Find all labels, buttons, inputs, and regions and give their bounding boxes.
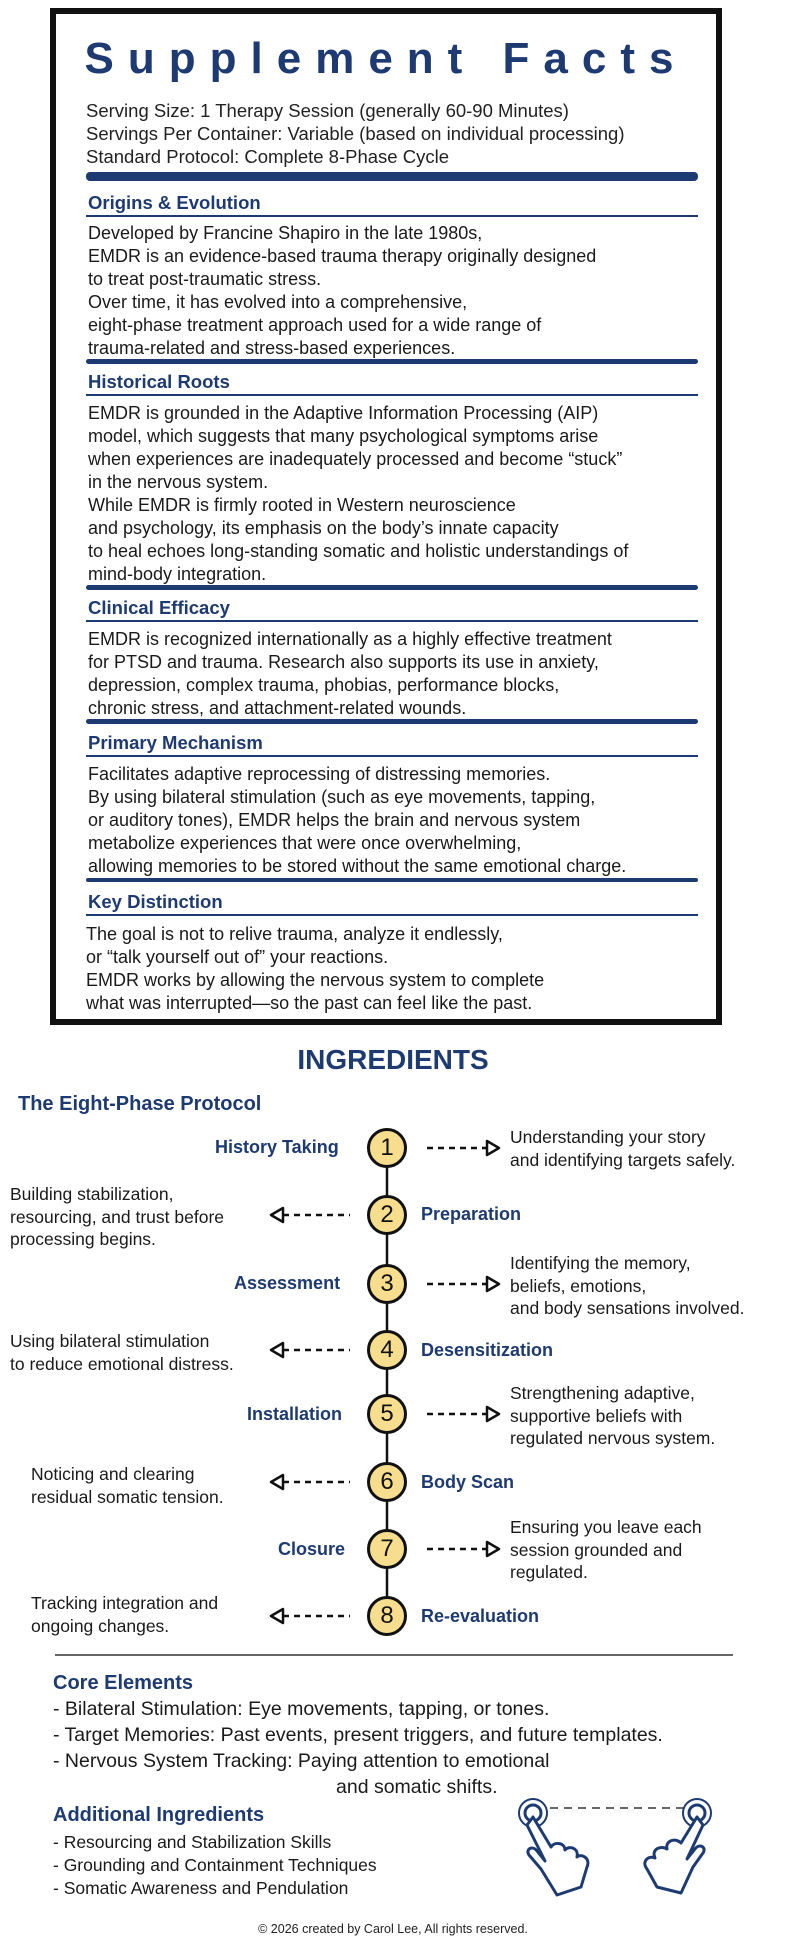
copyright-footer: © 2026 created by Carol Lee, All rights reserved. <box>258 1922 528 1936</box>
phase-name-3: Assessment <box>234 1273 341 1293</box>
arrowhead-left-8 <box>271 1609 283 1623</box>
section-heading-key-distinction: Key Distinction <box>88 891 223 912</box>
phase-number-6: 6 <box>367 1462 407 1502</box>
roots-line: in the nervous system. <box>88 472 269 492</box>
ingredients-title: INGREDIENTS <box>297 1044 489 1075</box>
phase-desc-2: Building stabilization, resourcing, and trust before processing begins. <box>10 1184 225 1249</box>
serving-size: Serving Size: 1 Therapy Session (generally 60-90 Minutes) <box>86 100 569 121</box>
mechanism-line: Facilitates adaptive reprocessing of distressing memories. <box>88 764 551 784</box>
origins-line: Over time, it has evolved into a comprehensive, <box>88 292 468 312</box>
arrowhead-right-1 <box>487 1141 499 1155</box>
arrowhead-right-7 <box>487 1542 499 1556</box>
mechanism-line: metabolize experiences that were once overwhelming, <box>88 833 522 853</box>
core-element-line: - Target Memories: Past events, present triggers, and future templates. <box>53 1724 663 1746</box>
phase-name-6: Body Scan <box>421 1472 515 1492</box>
hand-tapping-left-icon <box>519 1799 588 1895</box>
distinction-line: or “talk yourself out of” your reactions. <box>86 947 389 967</box>
phase-desc-6: Noticing and clearing residual somatic tension. <box>31 1464 224 1507</box>
phase-name-8: Re-evaluation <box>421 1606 540 1626</box>
roots-line: when experiences are inadequately processed and become “stuck” <box>88 449 623 469</box>
section-heading-historical-roots: Historical Roots <box>88 371 230 392</box>
roots-line: While EMDR is firmly rooted in Western neuroscience <box>88 495 516 515</box>
roots-line: and psychology, its emphasis on the body’s innate capacity <box>88 518 559 538</box>
phase-desc-4: Using bilateral stimulation to reduce emotional distress. <box>10 1331 234 1374</box>
origins-line: trauma-related and stress-based experiences. <box>88 338 456 358</box>
phase-desc-1: Understanding your story and identifying targets safely. <box>510 1127 736 1170</box>
core-element-line: and somatic shifts. <box>336 1776 498 1798</box>
phase-name-5: Installation <box>247 1404 343 1424</box>
arrowhead-left-4 <box>271 1343 283 1357</box>
distinction-line: The goal is not to relive trauma, analyze it endlessly, <box>86 924 503 944</box>
additional-ingredient-line: - Somatic Awareness and Pendulation <box>53 1878 349 1898</box>
core-element-line: - Nervous System Tracking: Paying attention to emotional <box>53 1750 550 1772</box>
arrowhead-left-2 <box>271 1208 283 1222</box>
phase-number-5: 5 <box>367 1394 407 1434</box>
phase-desc-3: Identifying the memory, beliefs, emotions, and body sensations involved. <box>510 1253 745 1318</box>
roots-line: mind-body integration. <box>88 564 267 584</box>
mechanism-line: By using bilateral stimulation (such as eye movements, tapping, <box>88 787 596 807</box>
section-heading-origins: Origins & Evolution <box>88 192 261 213</box>
phase-desc-7: Ensuring you leave each session grounded and regulated. <box>510 1517 702 1582</box>
facts-title: Supplement Facts <box>84 34 688 83</box>
arrowhead-right-5 <box>487 1407 499 1421</box>
hand-tapping-right-icon <box>645 1799 711 1893</box>
roots-line: to heal echoes long-standing somatic and holistic understandings of <box>88 541 629 561</box>
section-heading-clinical-efficacy: Clinical Efficacy <box>88 597 230 618</box>
phase-number-1: 1 <box>367 1128 407 1168</box>
origins-line: to treat post-traumatic stress. <box>88 269 322 289</box>
core-elements-heading: Core Elements <box>53 1672 194 1694</box>
roots-line: model, which suggests that many psychological symptoms arise <box>88 426 599 446</box>
additional-ingredients-heading: Additional Ingredients <box>53 1804 265 1826</box>
distinction-line: EMDR works by allowing the nervous system to complete <box>86 970 545 990</box>
phase-number-8: 8 <box>367 1596 407 1636</box>
roots-line: EMDR is grounded in the Adaptive Information Processing (AIP) <box>88 403 599 423</box>
origins-line: Developed by Francine Shapiro in the late 1980s, <box>88 223 483 243</box>
origins-line: EMDR is an evidence-based trauma therapy originally designed <box>88 246 597 266</box>
arrowhead-right-3 <box>487 1277 499 1291</box>
standard-protocol: Standard Protocol: Complete 8-Phase Cycle <box>86 146 449 167</box>
mechanism-line: allowing memories to be stored without the same emotional charge. <box>88 856 627 876</box>
phase-number-7: 7 <box>367 1529 407 1569</box>
phase-number-3: 3 <box>367 1264 407 1304</box>
mechanism-line: or auditory tones), EMDR helps the brain and nervous system <box>88 810 581 830</box>
efficacy-line: depression, complex trauma, phobias, performance blocks, <box>88 675 560 695</box>
origins-line: eight-phase treatment approach used for a wide range of <box>88 315 542 335</box>
phase-name-7: Closure <box>278 1539 346 1559</box>
efficacy-line: chronic stress, and attachment-related wounds. <box>88 698 467 718</box>
additional-ingredient-line: - Grounding and Containment Techniques <box>53 1855 377 1875</box>
phase-name-4: Desensitization <box>421 1340 554 1360</box>
additional-ingredient-line: - Resourcing and Stabilization Skills <box>53 1832 332 1852</box>
phase-desc-8: Tracking integration and ongoing changes. <box>31 1593 219 1636</box>
efficacy-line: for PTSD and trauma. Research also supports its use in anxiety, <box>88 652 599 672</box>
phase-name-2: Preparation <box>421 1204 522 1224</box>
servings-per-container: Servings Per Container: Variable (based on individual processing) <box>86 123 625 144</box>
arrowhead-left-6 <box>271 1475 283 1489</box>
phase-desc-5: Strengthening adaptive, supportive beliefs with regulated nervous system. <box>510 1383 716 1448</box>
efficacy-line: EMDR is recognized internationally as a highly effective treatment <box>88 629 612 649</box>
protocol-title: The Eight-Phase Protocol <box>18 1093 262 1115</box>
phase-number-2: 2 <box>367 1195 407 1235</box>
phase-number-4: 4 <box>367 1330 407 1370</box>
section-heading-primary-mechanism: Primary Mechanism <box>88 732 263 753</box>
core-element-line: - Bilateral Stimulation: Eye movements, tapping, or tones. <box>53 1698 550 1720</box>
distinction-line: what was interrupted—so the past can feel like the past. <box>86 993 533 1013</box>
bilateral-tapping-illustration <box>505 1795 735 1900</box>
phase-name-1: History Taking <box>215 1137 339 1157</box>
